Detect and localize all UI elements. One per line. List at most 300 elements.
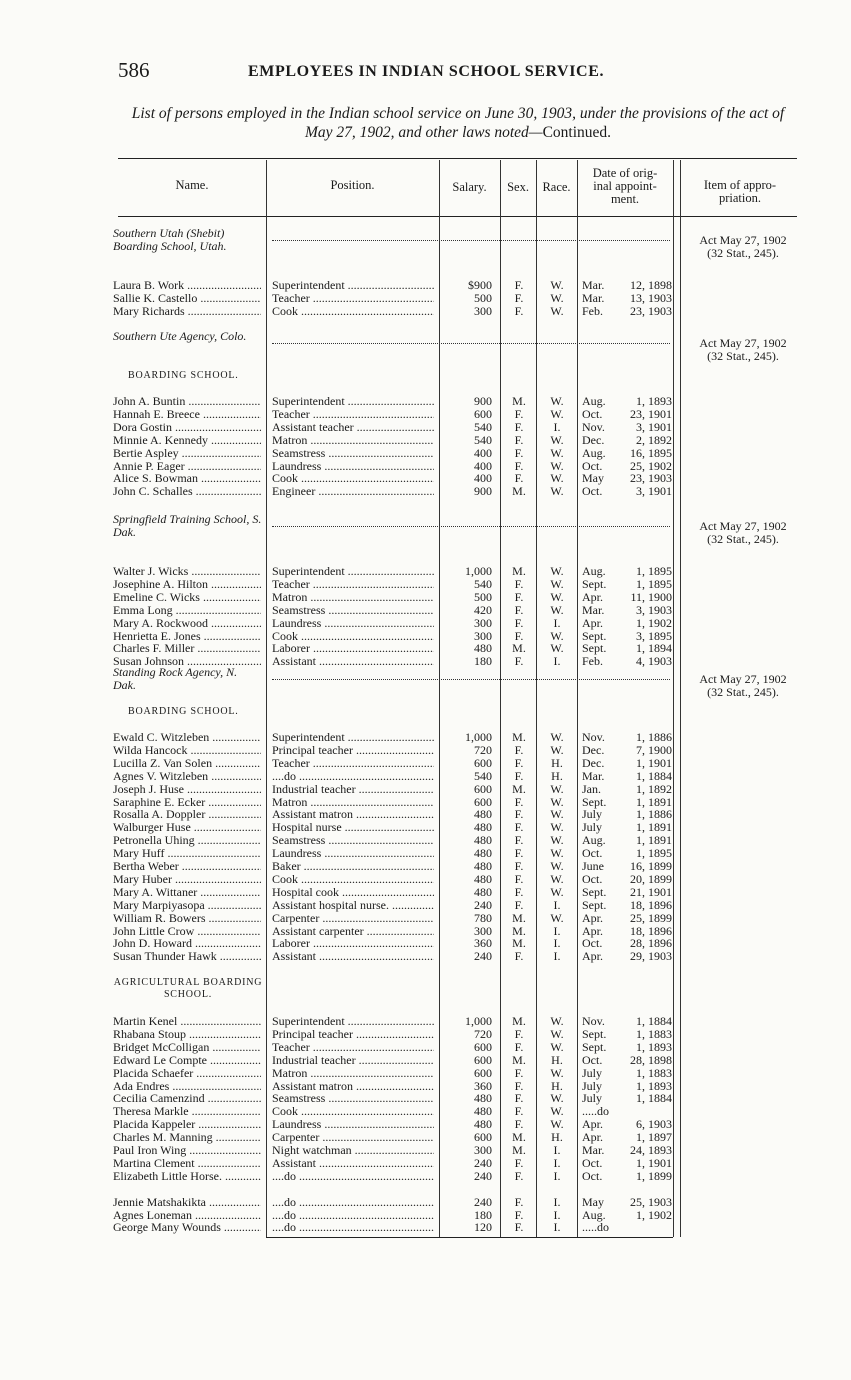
section-leader-dots: [272, 679, 670, 680]
employee-race: W.: [550, 807, 564, 822]
employee-salary: 540: [474, 419, 492, 434]
section-heading: Southern Utah (Shebit) Boarding School, Utah.: [113, 226, 227, 253]
employee-salary: 300: [474, 628, 492, 643]
appointment-date: 12, 1898: [630, 278, 672, 292]
table-row: [0, 899, 851, 912]
appointment-date: 21, 1901: [630, 884, 672, 899]
employee-sex: F.: [514, 1091, 524, 1106]
table-row: [0, 472, 851, 485]
employee-sex: M.: [512, 1014, 526, 1028]
appointment-month: Sept.: [582, 794, 607, 809]
appointment-date: 25, 1903: [630, 1194, 672, 1209]
employee-sex: F.: [514, 742, 524, 757]
appointment-date: 4, 1903: [636, 654, 672, 669]
employee-race: W.: [550, 458, 564, 473]
table-row: [0, 460, 851, 473]
employee-salary: 480: [474, 846, 492, 861]
table-row: [0, 834, 851, 847]
table-top-rule: [118, 158, 797, 159]
section-subheading: AGRICULTURAL BOARDING SCHOOL.: [113, 977, 263, 1000]
table-row: [0, 292, 851, 305]
table-row: [0, 1092, 851, 1105]
header-name: Name.: [175, 178, 209, 192]
appointment-ditto: .....do: [582, 1104, 609, 1119]
appointment-month: Aug.: [582, 394, 606, 408]
table-row: [0, 630, 851, 643]
employee-race: W.: [550, 641, 564, 656]
table-header-rule: [118, 216, 797, 217]
table-row: [0, 408, 851, 421]
appointment-date: 1, 1892: [636, 781, 672, 796]
table-row: [0, 485, 851, 498]
employee-race: I.: [553, 923, 561, 938]
employee-sex: F.: [514, 458, 524, 473]
employee-name: Rhabana Stoup .....: [113, 1028, 261, 1041]
appointment-month: Sept.: [582, 884, 607, 899]
employee-name: Laura B. Work .....: [113, 279, 261, 292]
employee-sex: F.: [514, 794, 524, 809]
employee-salary: 240: [474, 897, 492, 912]
employee-position: Hospital nurse .....: [272, 821, 434, 834]
employee-race: H.: [551, 1130, 563, 1145]
employee-race: W.: [550, 859, 564, 873]
employee-position: Baker .....: [272, 860, 434, 873]
employee-sex: F.: [514, 820, 524, 835]
employee-race: W.: [550, 846, 564, 861]
employee-position: Teacher .....: [272, 292, 434, 305]
employee-position: Teacher .....: [272, 408, 434, 421]
appointment-date: 3, 1901: [636, 419, 672, 434]
appropriation-note: [684, 520, 802, 546]
employee-race: W.: [550, 1026, 564, 1041]
appointment-month: Oct.: [582, 1168, 603, 1183]
employee-salary: 180: [474, 1207, 492, 1222]
appointment-month: Nov.: [582, 419, 605, 434]
employee-race: I.: [553, 1155, 561, 1170]
employee-position: Assistant teacher .....: [272, 421, 434, 434]
employee-sex: F.: [514, 602, 524, 617]
appointment-month: Sept.: [582, 897, 607, 912]
employee-name: Sallie K. Castello .....: [113, 292, 261, 305]
employee-position: Teacher .....: [272, 1041, 434, 1054]
employee-name: Martin Kenel .....: [113, 1015, 261, 1028]
appointment-date: 3, 1903: [636, 602, 672, 617]
employee-position: Assistant carpenter .....: [272, 925, 434, 938]
employee-salary: 480: [474, 859, 492, 873]
table-row: [0, 1157, 851, 1170]
employee-name: Mary Marpiyasopa .....: [113, 899, 261, 912]
appointment-date: 23, 1901: [630, 406, 672, 421]
employee-name: Alice S. Bowman .....: [113, 472, 261, 485]
employee-sex: F.: [514, 1039, 524, 1054]
table-row: [0, 731, 851, 744]
header-item: [681, 179, 799, 205]
employee-salary: 300: [474, 1143, 492, 1157]
table-caption: [118, 104, 798, 142]
caption-roman: Continued.: [542, 124, 612, 141]
employee-name: Edward Le Compte .....: [113, 1054, 261, 1067]
employee-salary: 600: [474, 755, 492, 770]
employee-name: Mary Huff .....: [113, 847, 261, 860]
table-row: [0, 770, 851, 783]
appointment-month: Aug.: [582, 1207, 606, 1222]
appropriation-act: Act May 27, 1902: [699, 233, 787, 247]
employee-name: Paul Iron Wing .....: [113, 1144, 261, 1157]
appropriation-act: Act May 27, 1902: [699, 519, 787, 533]
employee-race: W.: [550, 576, 564, 591]
appointment-month: July: [582, 1065, 603, 1080]
employee-position: Cook .....: [272, 873, 434, 886]
employee-name: Susan Johnson .....: [113, 655, 261, 668]
employee-race: I.: [553, 654, 561, 669]
employee-sex: M.: [512, 564, 526, 578]
employee-salary: 600: [474, 781, 492, 796]
employee-position: ....do .....: [272, 1209, 434, 1222]
appointment-date: 1, 1893: [636, 394, 672, 408]
employee-salary: 240: [474, 1168, 492, 1183]
employee-name: Martina Clement .....: [113, 1157, 261, 1170]
appointment-month: Oct.: [582, 406, 603, 421]
appointment-month: Aug.: [582, 445, 606, 460]
employee-position: Laundress .....: [272, 847, 434, 860]
employee-name: Dora Gostin .....: [113, 421, 261, 434]
appointment-date: 1, 1895: [636, 846, 672, 861]
employee-sex: F.: [514, 768, 524, 783]
appointment-month: Apr.: [582, 923, 603, 938]
appropriation-citation: (32 Stat., 245).: [707, 349, 779, 363]
employee-race: W.: [550, 1039, 564, 1054]
employee-salary: 1,000: [465, 1014, 492, 1028]
employee-salary: 360: [474, 1078, 492, 1093]
employee-race: I.: [553, 897, 561, 912]
employee-salary: $900: [468, 278, 492, 292]
employee-salary: 600: [474, 1039, 492, 1054]
appointment-month: Apr.: [582, 615, 603, 630]
appropriation-citation: (32 Stat., 245).: [707, 685, 779, 699]
employee-salary: 1,000: [465, 564, 492, 578]
employee-race: W.: [550, 303, 564, 318]
employee-salary: 180: [474, 654, 492, 669]
employee-sex: M.: [512, 923, 526, 938]
employee-sex: M.: [512, 936, 526, 951]
appropriation-citation: (32 Stat., 245).: [707, 246, 779, 260]
table-row: [0, 1080, 851, 1093]
appointment-date: 29, 1903: [630, 949, 672, 964]
table-row: [0, 1067, 851, 1080]
appointment-month: Oct.: [582, 484, 603, 499]
table-row: [0, 1196, 851, 1209]
table-row: [0, 617, 851, 630]
appointment-date: 28, 1896: [630, 936, 672, 951]
employee-race: W.: [550, 445, 564, 460]
employee-salary: 480: [474, 871, 492, 886]
appointment-date: 1, 1891: [636, 794, 672, 809]
employee-sex: F.: [514, 628, 524, 643]
table-row: [0, 1221, 851, 1234]
table-row: [0, 1131, 851, 1144]
employee-name: Annie P. Eager .....: [113, 460, 261, 473]
appointment-date: 20, 1899: [630, 871, 672, 886]
employee-name: Bridget McColligan .....: [113, 1041, 261, 1054]
employee-salary: 780: [474, 910, 492, 925]
appropriation-note: [684, 673, 802, 699]
employee-name: Jennie Matshakikta .....: [113, 1196, 261, 1209]
employee-salary: 480: [474, 1117, 492, 1132]
employee-salary: 300: [474, 303, 492, 318]
section-leader-dots: [272, 343, 670, 344]
employee-race: I.: [553, 1194, 561, 1209]
employee-salary: 480: [474, 833, 492, 848]
employee-position: Industrial teacher .....: [272, 1054, 434, 1067]
appointment-month: Mar.: [582, 768, 605, 783]
employee-race: W.: [550, 871, 564, 886]
employee-name: Emeline C. Wicks .....: [113, 591, 261, 604]
table-row: [0, 925, 851, 938]
appointment-month: Oct.: [582, 1052, 603, 1067]
employee-sex: F.: [514, 949, 524, 964]
appointment-month: Mar.: [582, 290, 605, 305]
employee-salary: 300: [474, 923, 492, 938]
appointment-date: 1, 1901: [636, 755, 672, 770]
employee-position: Assistant hospital nurse. .....: [272, 899, 434, 912]
table-row: [0, 578, 851, 591]
employee-name: Charles M. Manning .....: [113, 1131, 261, 1144]
employee-name: Josephine A. Hilton .....: [113, 578, 261, 591]
employee-salary: 400: [474, 471, 492, 486]
employee-position: Laundress .....: [272, 460, 434, 473]
employee-name: Rosalla A. Doppler .....: [113, 808, 261, 821]
employee-name: Petronella Uhing .....: [113, 834, 261, 847]
page-number: 586: [118, 58, 150, 82]
appointment-month: Dec.: [582, 755, 605, 770]
employee-position: Superintendent .....: [272, 395, 434, 408]
employee-salary: 240: [474, 1155, 492, 1170]
employee-sex: M.: [512, 910, 526, 925]
employee-name: George Many Wounds .....: [113, 1221, 261, 1234]
appointment-month: Sept.: [582, 641, 607, 656]
employee-name: Charles F. Miller .....: [113, 642, 261, 655]
employee-salary: 600: [474, 406, 492, 421]
employee-name: Susan Thunder Hawk .....: [113, 950, 261, 963]
employee-race: H.: [551, 768, 563, 783]
employee-race: I.: [553, 936, 561, 951]
employee-position: Cook .....: [272, 630, 434, 643]
appointment-month: Sept.: [582, 576, 607, 591]
appointment-date: 1, 1891: [636, 833, 672, 848]
employee-race: W.: [550, 589, 564, 604]
employee-salary: 120: [474, 1220, 492, 1235]
employee-position: Superintendent .....: [272, 1015, 434, 1028]
header-date-line: Date of orig-: [592, 166, 658, 180]
employee-race: I.: [553, 419, 561, 434]
employee-race: W.: [550, 910, 564, 925]
employee-salary: 400: [474, 458, 492, 473]
employee-name: Ewald C. Witzleben .....: [113, 731, 261, 744]
employee-sex: F.: [514, 278, 524, 292]
employee-name: Lucilla Z. Van Solen .....: [113, 757, 261, 770]
employee-position: Seamstress .....: [272, 604, 434, 617]
employee-race: W.: [550, 432, 564, 447]
employee-sex: F.: [514, 871, 524, 886]
appointment-ditto: .....do: [582, 1220, 609, 1235]
employee-salary: 900: [474, 394, 492, 408]
appointment-month: Mar.: [582, 602, 605, 617]
employee-race: W.: [550, 602, 564, 617]
appointment-date: 1, 1901: [636, 1155, 672, 1170]
employee-sex: M.: [512, 1143, 526, 1157]
employee-salary: 480: [474, 807, 492, 822]
employee-name: Walter J. Wicks .....: [113, 565, 261, 578]
employee-race: I.: [553, 1220, 561, 1235]
employee-salary: 600: [474, 1130, 492, 1145]
employee-name: Mary A. Wittaner .....: [113, 886, 261, 899]
appointment-month: Nov.: [582, 1014, 605, 1028]
employee-position: Principal teacher .....: [272, 744, 434, 757]
appointment-month: May: [582, 471, 604, 486]
table-row: [0, 796, 851, 809]
header-race: Race.: [542, 180, 571, 194]
section-heading: Springfield Training School, S. Dak.: [113, 512, 262, 539]
appointment-date: 1, 1886: [636, 807, 672, 822]
employee-race: W.: [550, 833, 564, 848]
employee-position: Assistant .....: [272, 1157, 434, 1170]
employee-position: Cook .....: [272, 305, 434, 318]
employee-name: John D. Howard .....: [113, 937, 261, 950]
appointment-month: Sept.: [582, 1039, 607, 1054]
employee-race: W.: [550, 471, 564, 486]
employee-name: Minnie A. Kennedy .....: [113, 434, 261, 447]
employee-position: ....do .....: [272, 1170, 434, 1183]
employee-name: Elizabeth Little Horse. .....: [113, 1170, 261, 1183]
employee-name: Saraphine E. Ecker .....: [113, 796, 261, 809]
appointment-date: 16, 1899: [630, 859, 672, 873]
appointment-month: Dec.: [582, 742, 605, 757]
table-row: [0, 1170, 851, 1183]
table-row: [0, 1054, 851, 1067]
employee-race: W.: [550, 564, 564, 578]
table-row: [0, 1015, 851, 1028]
employee-sex: M.: [512, 641, 526, 656]
appointment-date: 1, 1897: [636, 1130, 672, 1145]
employee-salary: 480: [474, 641, 492, 656]
table-row: [0, 873, 851, 886]
table-row: [0, 395, 851, 408]
employee-position: Laundress .....: [272, 1118, 434, 1131]
employee-sex: F.: [514, 406, 524, 421]
employee-name: Mary A. Rockwood .....: [113, 617, 261, 630]
appointment-date: 1, 1895: [636, 564, 672, 578]
employee-salary: 1,000: [465, 730, 492, 744]
employee-salary: 500: [474, 589, 492, 604]
employee-sex: F.: [514, 1155, 524, 1170]
employee-salary: 400: [474, 445, 492, 460]
table-row: [0, 1041, 851, 1054]
employee-sex: M.: [512, 781, 526, 796]
employee-race: H.: [551, 1052, 563, 1067]
appointment-date: 25, 1899: [630, 910, 672, 925]
employee-position: Seamstress .....: [272, 834, 434, 847]
appointment-date: 1, 1894: [636, 641, 672, 656]
table-row: [0, 783, 851, 796]
employee-sex: F.: [514, 615, 524, 630]
appointment-month: May: [582, 1194, 604, 1209]
table-row: [0, 447, 851, 460]
table-row: [0, 757, 851, 770]
employee-race: I.: [553, 1207, 561, 1222]
employee-sex: F.: [514, 1194, 524, 1209]
section-subheading: BOARDING SCHOOL.: [128, 370, 239, 381]
appointment-month: Apr.: [582, 1130, 603, 1145]
header-date-line: inal appoint-: [593, 179, 657, 193]
employee-race: H.: [551, 1078, 563, 1093]
appointment-date: 1, 1884: [636, 1014, 672, 1028]
employee-sex: F.: [514, 1220, 524, 1235]
employee-position: Superintendent .....: [272, 565, 434, 578]
employee-sex: F.: [514, 419, 524, 434]
employee-name: Ada Endres .....: [113, 1080, 261, 1093]
employee-position: Carpenter .....: [272, 912, 434, 925]
appointment-date: 1, 1893: [636, 1078, 672, 1093]
header-position: Position.: [330, 178, 375, 192]
employee-position: Assistant matron .....: [272, 808, 434, 821]
appointment-date: 2, 1892: [636, 432, 672, 447]
employee-position: Teacher .....: [272, 578, 434, 591]
header-item-line: priation.: [718, 191, 761, 205]
appointment-month: Sept.: [582, 628, 607, 643]
employee-sex: M.: [512, 1130, 526, 1145]
appointment-month: June: [582, 859, 604, 873]
employee-sex: F.: [514, 1078, 524, 1093]
employee-position: Night watchman .....: [272, 1144, 434, 1157]
employee-position: ....do .....: [272, 1221, 434, 1234]
employee-sex: F.: [514, 445, 524, 460]
table-row: [0, 821, 851, 834]
appointment-date: 16, 1895: [630, 445, 672, 460]
employee-sex: M.: [512, 1052, 526, 1067]
table-row: [0, 847, 851, 860]
appointment-month: Oct.: [582, 846, 603, 861]
table-row: [0, 1144, 851, 1157]
appointment-month: Apr.: [582, 949, 603, 964]
table-row: [0, 937, 851, 950]
table-row: [0, 591, 851, 604]
employee-name: Placida Schaefer .....: [113, 1067, 261, 1080]
section-leader-dots: [272, 240, 670, 241]
appointment-month: Jan.: [582, 781, 601, 796]
appointment-date: 24, 1893: [630, 1143, 672, 1157]
employee-name: Mary Richards .....: [113, 305, 261, 318]
employee-race: W.: [550, 1091, 564, 1106]
employee-salary: 240: [474, 949, 492, 964]
employee-sex: F.: [514, 884, 524, 899]
employee-position: Laundress .....: [272, 617, 434, 630]
employee-race: W.: [550, 1065, 564, 1080]
employee-name: Agnes Loneman .....: [113, 1209, 261, 1222]
employee-salary: 720: [474, 1026, 492, 1041]
appointment-date: 1, 1902: [636, 1207, 672, 1222]
employee-name: Bertie Aspley .....: [113, 447, 261, 460]
employee-race: W.: [550, 484, 564, 499]
employee-sex: F.: [514, 1104, 524, 1119]
employee-salary: 300: [474, 615, 492, 630]
employee-sex: F.: [514, 576, 524, 591]
appointment-month: Mar.: [582, 1143, 605, 1157]
appointment-date: 23, 1903: [630, 303, 672, 318]
appropriation-note: [684, 234, 802, 260]
appointment-date: 7, 1900: [636, 742, 672, 757]
table-row: [0, 912, 851, 925]
employee-name: Agnes V. Witzleben .....: [113, 770, 261, 783]
